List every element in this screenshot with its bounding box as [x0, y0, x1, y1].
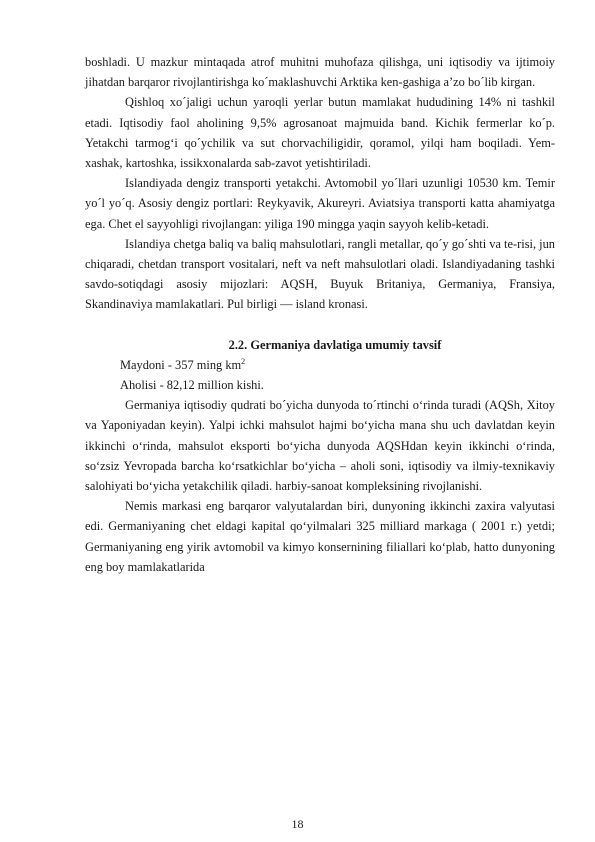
- paragraph-transport: Islandiyada dengiz transporti yetakchi. Avtomobil yo´llari uzunligi 10530 km. Temir yo´l yo´q. Asosiy dengiz portlari: Reykyavik, Akureyri. Aviatsiya transporti katta ahamiyatga ega. Chet el sayyohligi rivojlangan: yiliga 190 mingga yaqin sayyoh kelib-ketadi.: [85, 176, 555, 231]
- page-content: [85, 52, 555, 577]
- page-number: 18: [291, 817, 304, 831]
- paragraph-trade: Islandiya chetga baliq va baliq mahsulotlari, rangli metallar, qo´y go´shti va te-risi, jun chiqaradi, chetdan transport vositalari, neft va neft mahsulotlari oladi. Islandiyadaning tashki savdo-sotiqdagi asosiy mijozlari: AQSH, Buyuk Britaniya, Germaniya, Fransiya, Skandinaviya mamlakatlari. Pul birligi — island kronasi.: [85, 236, 555, 312]
- area-line: [120, 355, 555, 375]
- area-superscript: 2: [241, 356, 246, 366]
- area-text: Maydoni - 357 ming km: [120, 357, 242, 372]
- paragraph-currency: Nemis markasi eng barqaror valyutalardan biri, dunyoning ikkinchi zaxira valyutasi edi. Germaniyaning chet eldagi kapital qo‘yilmalari 325 milliard markaga ( 2001 г.) yetdi; Germaniyaning eng yirik avtomobil va kimyo konsernining filiallari ko‘plab, hatto dunyoning eng boy mamlakatlarida: [85, 499, 555, 574]
- population-line: Aholisi - 82,12 million kishi.: [120, 378, 264, 393]
- paragraph-economic-power: Germaniya iqtisodiy qudrati bo´yicha dunyoda to´rtinchi o‘rinda turadi (AQSh, Xitoy va Yaponiyadan keyin). Yalpi ichki mahsulot hajmi bo‘yicha mana shu uch davlatdan keyin ikkinchi o‘rinda, mahsulot eksporti bo‘yicha dunyoda AQSHdan keyin ikkinchi o‘rinda, so‘zsiz Yevropada barcha ko‘rsatkichlar bo‘yicha – aholi soni, iqtisodiy va ilmiy-texnikaviy salohiyati bo‘yicha yetakchilik qiladi. harbiy-sanoat kompleksining rivojlanishi.: [85, 398, 555, 494]
- paragraph-agriculture: Qishloq xo´jaligi uchun yaroqli yerlar butun mamlakat hududining 14% ni tashkil etadi. Iqtisodiy faol aholining 9,5% agrosanoat majmuida band. Kichik fermerlar ko´p. Yetakchi tarmog‘i qo´ychilik va sut chorvachiligidir, qoramol, yilqi ham boqiladi. Yem-xashak, kartoshka, issikxonalarda sab-zavot yetishtiriladi.: [85, 95, 555, 171]
- section-heading: 2.2. Germaniya davlatiga umumiy tavsif: [228, 337, 442, 352]
- paragraph-arctic-council: boshladi. U mazkur mintaqada atrof muhitni muhofaza qilishga, uni iqtisodiy va ijtimoiy jihatdan barqaror rivojlantirishga ko´maklashuvchi Arktika ken-gashiga a’zo bo´lib kirgan.: [85, 55, 555, 90]
